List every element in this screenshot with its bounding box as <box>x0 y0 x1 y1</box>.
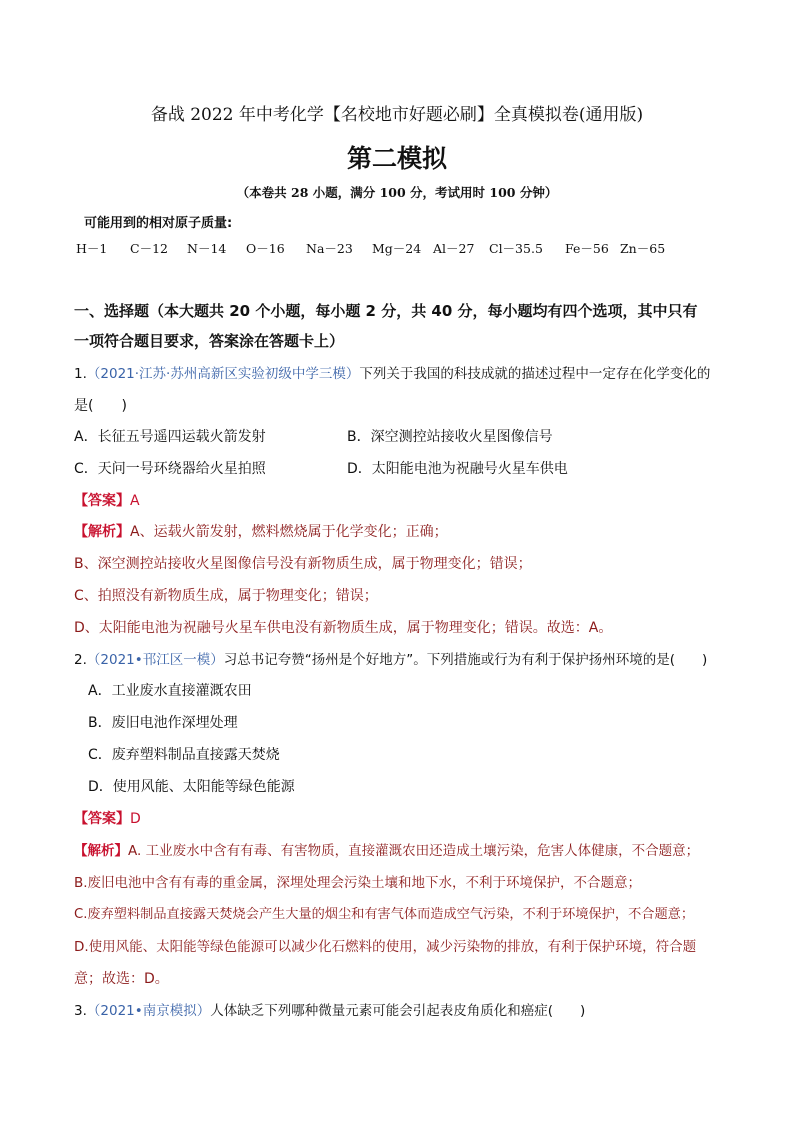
question-number: 1. <box>74 366 87 382</box>
question-1-analysis-4: D、太阳能电池为祝融号火星车供电没有新物质生成，属于物理变化；错误。故选：A。 <box>74 620 613 636</box>
exam-title: 备战 2022 年中考化学【名校地市好题必刷】全真模拟卷(通用版) <box>150 105 644 125</box>
question-2-analysis-3: C.废弃塑料制品直接露天焚烧会产生大量的烟尘和有害气体而造成空气污染，不利于环境保护，不合题意； <box>74 907 695 922</box>
atomic-mass-item: O－16 <box>246 241 285 256</box>
analysis-text: A. 工业废水中含有有毒、有害物质，直接灌溉农田还造成土壤污染，危害人体健康，不合题意； <box>128 843 700 859</box>
question-2-answer <box>74 810 141 828</box>
question-source: （2021•邗江区一模） <box>86 652 224 668</box>
question-2-analysis-2: B.废旧电池中含有有毒的重金属，深埋处理会污染土壤和地下水，不利于环境保护，不合题意； <box>74 875 642 891</box>
section-heading-line-1: 一、选择题（本大题共 20 个小题，每小题 2 分，共 40 分，每小题均有四个选项，其中只有 <box>74 302 698 320</box>
atomic-mass-item: C－12 <box>130 241 168 256</box>
answer-tag: 【答案】 <box>74 493 130 509</box>
question-1-option-a: A．长征五号遥四运载火箭发射 <box>74 429 266 445</box>
question-2-analysis-1 <box>74 842 699 860</box>
question-source: （2021·江苏·苏州高新区实验初级中学三模） <box>86 366 360 382</box>
analysis-tag: 【解析】 <box>74 524 130 540</box>
answer-value: A <box>130 493 140 509</box>
atomic-mass-item: Cl－35.5 <box>489 241 543 256</box>
question-1-analysis-1 <box>74 523 448 541</box>
question-text: 下列关于我国的科技成就的描述过程中一定存在化学变化的 <box>359 366 711 382</box>
question-2-stem <box>74 651 707 669</box>
atomic-mass-item: Fe－56 <box>565 241 609 256</box>
atomic-mass-item: Zn－65 <box>620 241 666 256</box>
exam-note: （本卷共 28 小题，满分 100 分，考试用时 100 分钟） <box>236 185 558 200</box>
question-source: （2021•南京模拟） <box>86 1003 211 1019</box>
atomic-mass-item: Na－23 <box>306 241 353 256</box>
question-text: 习总书记夸赞“扬州是个好地方”。下列措施或行为有利于保护扬州环境的是( ) <box>223 652 708 668</box>
question-3-stem <box>74 1002 585 1020</box>
question-2-option-c: C．废弃塑料制品直接露天焚烧 <box>88 747 280 763</box>
question-1-stem <box>74 365 710 383</box>
question-1-analysis-2: B、深空测控站接收火星图像信号没有新物质生成，属于物理变化；错误； <box>74 556 532 572</box>
answer-tag: 【答案】 <box>74 811 130 827</box>
atomic-mass-item: N－14 <box>187 241 227 256</box>
question-number: 2. <box>74 652 87 668</box>
question-number: 3. <box>74 1003 87 1019</box>
question-1-analysis-3: C、拍照没有新物质生成，属于物理变化；错误； <box>74 588 378 604</box>
question-1-option-b: B．深空测控站接收火星图像信号 <box>347 429 553 445</box>
atomic-mass-item: H－1 <box>76 241 108 256</box>
question-2-analysis-4: D.使用风能、太阳能等绿色能源可以减少化石燃料的使用，减少污染物的排放，有利于保护环境，符合题 <box>74 939 697 955</box>
exam-subtitle: 第二模拟 <box>346 144 447 173</box>
analysis-tag: 【解析】 <box>74 843 128 859</box>
question-2-option-a: A．工业废水直接灌溉农田 <box>88 683 252 699</box>
section-heading-line-2: 一项符合题目要求，答案涂在答题卡上） <box>74 332 345 350</box>
atomic-mass-item: Al－27 <box>433 241 475 256</box>
question-1-option-c: C．天问一号环绕器给火星拍照 <box>74 461 266 477</box>
question-2-option-b: B．废旧电池作深埋处理 <box>88 715 238 731</box>
atomic-mass-label: 可能用到的相对原子质量: <box>84 216 233 231</box>
question-1-option-d: D．太阳能电池为祝融号火星车供电 <box>347 461 568 477</box>
analysis-text: A、运载火箭发射，燃料燃烧属于化学变化；正确； <box>130 524 448 540</box>
question-text: 人体缺乏下列哪种微量元素可能会引起表皮角质化和癌症( ) <box>210 1003 586 1019</box>
question-1-stem-cont: 是( ) <box>74 398 127 414</box>
atomic-mass-item: Mg－24 <box>372 241 422 256</box>
question-2-analysis-5: 意；故选：D。 <box>74 971 169 987</box>
question-2-option-d: D．使用风能、太阳能等绿色能源 <box>88 779 295 795</box>
question-1-answer <box>74 492 140 510</box>
answer-value: D <box>130 811 141 827</box>
